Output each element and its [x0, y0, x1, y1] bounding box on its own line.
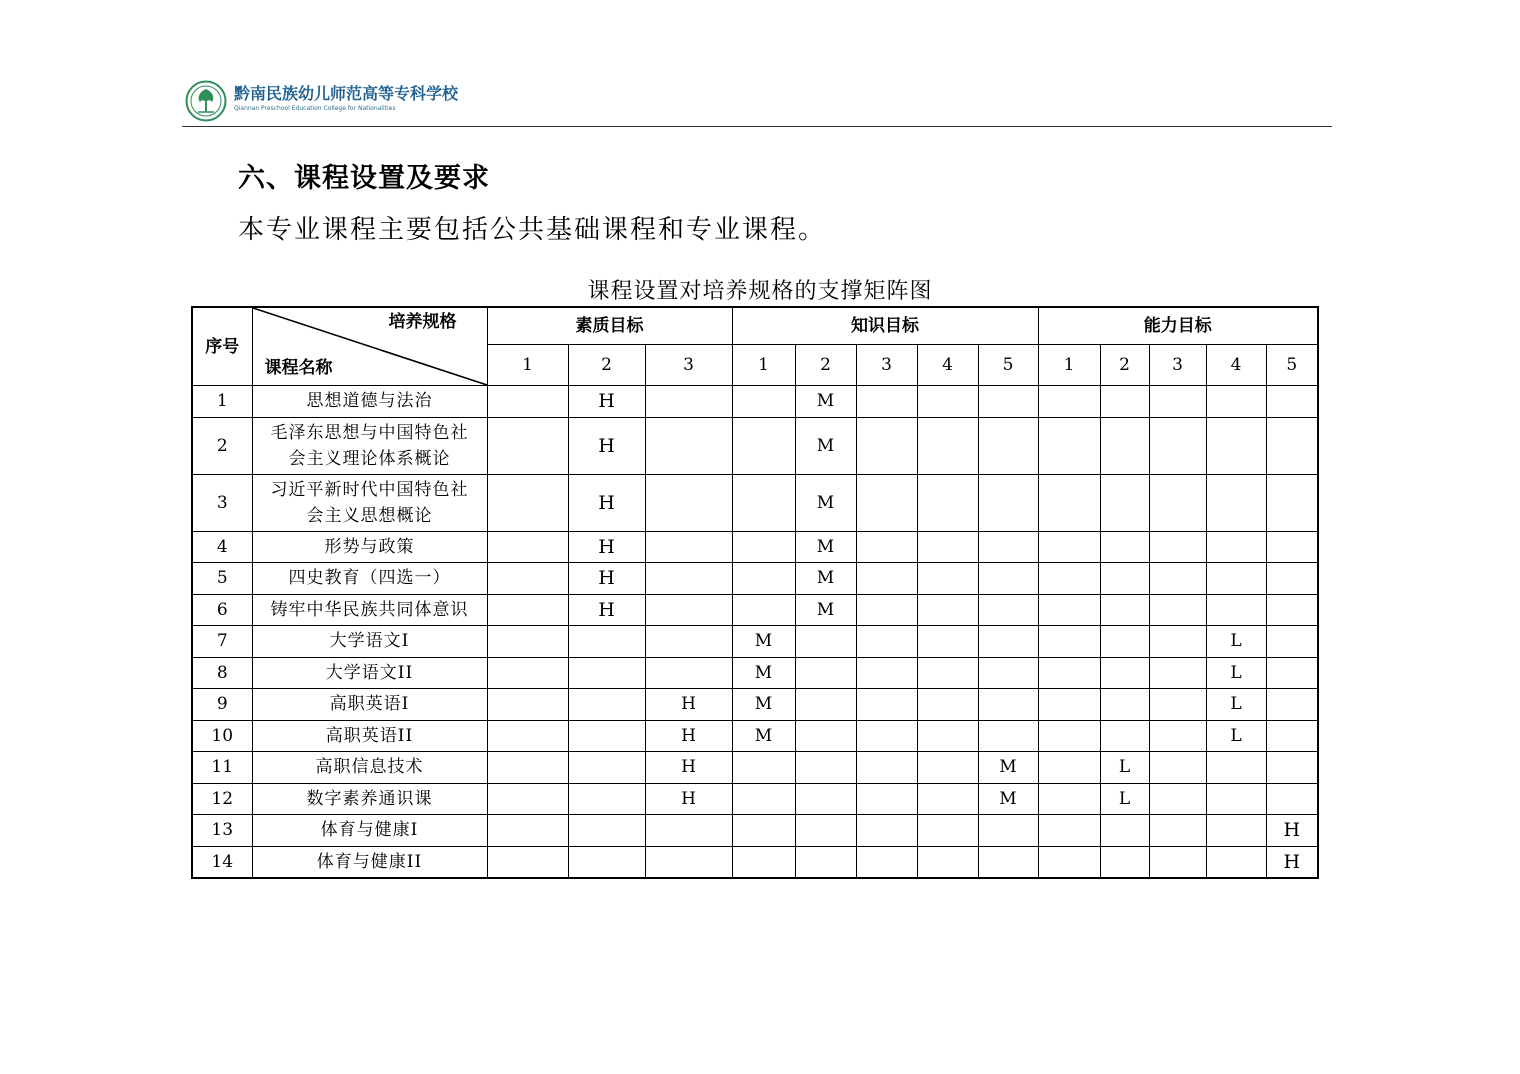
course-name — [252, 474, 487, 531]
support-cell — [978, 594, 1038, 626]
subcol-header: 1 — [487, 345, 568, 386]
support-cell — [645, 594, 732, 626]
table-row — [192, 657, 1318, 689]
course-name-line: 思想道德与法治 — [306, 391, 433, 412]
course-name-line: 大学语文II — [325, 662, 414, 683]
support-cell: H — [1266, 815, 1318, 847]
support-cell — [917, 417, 978, 474]
table-row — [192, 689, 1318, 721]
support-cell — [1206, 752, 1266, 784]
support-cell: L — [1206, 720, 1266, 752]
course-name — [252, 417, 487, 474]
table-row — [192, 815, 1318, 847]
support-cell — [1100, 815, 1149, 847]
support-cell — [856, 417, 917, 474]
support-cell — [1266, 417, 1318, 474]
support-cell — [487, 531, 568, 563]
support-cell — [917, 752, 978, 784]
support-cell: H — [568, 531, 645, 563]
support-cell — [645, 417, 732, 474]
support-cell — [917, 474, 978, 531]
support-cell: L — [1206, 626, 1266, 658]
support-cell — [487, 720, 568, 752]
row-seq: 2 — [192, 417, 252, 474]
support-cell — [645, 386, 732, 418]
support-cell — [856, 846, 917, 878]
support-cell — [487, 626, 568, 658]
support-cell — [795, 626, 856, 658]
support-cell — [856, 563, 917, 595]
support-cell — [1266, 386, 1318, 418]
support-cell — [1100, 594, 1149, 626]
support-cell — [1038, 720, 1100, 752]
support-cell: H — [645, 752, 732, 784]
support-cell — [917, 563, 978, 595]
subcol-header: 2 — [1100, 345, 1149, 386]
support-cell — [1206, 783, 1266, 815]
support-cell — [645, 563, 732, 595]
support-cell — [1149, 815, 1206, 847]
course-name — [252, 626, 487, 658]
support-cell — [856, 474, 917, 531]
support-cell — [795, 815, 856, 847]
subcol-header: 3 — [645, 345, 732, 386]
support-cell — [978, 563, 1038, 595]
support-cell — [1266, 720, 1318, 752]
support-cell — [1038, 846, 1100, 878]
support-cell — [978, 720, 1038, 752]
support-cell — [1100, 417, 1149, 474]
course-name — [252, 594, 487, 626]
row-seq: 10 — [192, 720, 252, 752]
support-cell — [732, 846, 795, 878]
support-cell — [1149, 531, 1206, 563]
support-cell — [917, 846, 978, 878]
support-cell: H — [1266, 846, 1318, 878]
support-cell — [568, 783, 645, 815]
support-cell — [1149, 474, 1206, 531]
table-row — [192, 783, 1318, 815]
support-cell: M — [978, 752, 1038, 784]
support-cell — [917, 815, 978, 847]
support-cell — [1038, 474, 1100, 531]
support-cell — [645, 626, 732, 658]
support-cell — [1149, 563, 1206, 595]
support-cell: M — [732, 689, 795, 721]
support-cell — [1266, 563, 1318, 595]
support-cell — [978, 846, 1038, 878]
subcol-header: 5 — [978, 345, 1038, 386]
support-cell — [917, 657, 978, 689]
support-cell — [732, 752, 795, 784]
row-seq: 14 — [192, 846, 252, 878]
course-name-line: 四史教育（四选一） — [288, 568, 451, 589]
support-cell — [856, 531, 917, 563]
support-cell — [1149, 689, 1206, 721]
support-cell — [1149, 752, 1206, 784]
support-cell: M — [795, 531, 856, 563]
support-cell: L — [1100, 752, 1149, 784]
group-knowledge: 知识目标 — [732, 307, 1038, 345]
support-cell — [1266, 531, 1318, 563]
support-cell: M — [978, 783, 1038, 815]
course-name-line: 高职英语I — [329, 694, 410, 715]
subcol-header: 1 — [1038, 345, 1100, 386]
support-cell — [487, 752, 568, 784]
table-caption: 课程设置对培养规格的支撑矩阵图 — [587, 279, 933, 304]
support-cell — [917, 720, 978, 752]
support-cell: H — [568, 474, 645, 531]
support-cell — [856, 386, 917, 418]
seq-header: 序号 — [192, 307, 252, 386]
intro-paragraph: 本专业课程主要包括公共基础课程和专业课程。 — [238, 215, 827, 245]
support-cell — [856, 752, 917, 784]
support-cell — [1038, 783, 1100, 815]
support-cell — [487, 689, 568, 721]
support-cell: M — [795, 594, 856, 626]
course-name-line: 体育与健康I — [320, 820, 419, 841]
support-cell: M — [732, 657, 795, 689]
row-seq: 5 — [192, 563, 252, 595]
subcol-header: 3 — [1149, 345, 1206, 386]
support-cell — [978, 417, 1038, 474]
support-cell — [917, 531, 978, 563]
support-cell: H — [568, 417, 645, 474]
support-cell — [1100, 563, 1149, 595]
support-cell — [856, 657, 917, 689]
support-cell — [732, 417, 795, 474]
support-cell — [1149, 783, 1206, 815]
course-name-line: 毛泽东思想与中国特色社 — [270, 422, 469, 443]
support-cell — [1206, 594, 1266, 626]
row-seq: 7 — [192, 626, 252, 658]
support-cell — [732, 386, 795, 418]
table-row — [192, 626, 1318, 658]
course-name — [252, 815, 487, 847]
support-cell — [487, 783, 568, 815]
table-row — [192, 563, 1318, 595]
support-cell — [487, 657, 568, 689]
support-cell — [1038, 386, 1100, 418]
support-cell: H — [568, 594, 645, 626]
support-cell — [978, 531, 1038, 563]
support-cell — [568, 689, 645, 721]
support-cell — [1266, 783, 1318, 815]
row-seq: 8 — [192, 657, 252, 689]
support-cell — [487, 563, 568, 595]
school-name: 黔南民族幼儿师范高等专科学校 — [234, 84, 459, 103]
support-cell: H — [568, 563, 645, 595]
course-name — [252, 563, 487, 595]
row-seq: 4 — [192, 531, 252, 563]
course-name — [252, 846, 487, 878]
support-cell — [487, 846, 568, 878]
support-cell: H — [645, 720, 732, 752]
course-name-line: 会主义思想概论 — [306, 505, 433, 526]
header-rule — [182, 126, 1332, 127]
support-cell — [1149, 417, 1206, 474]
row-seq: 6 — [192, 594, 252, 626]
support-cell — [732, 815, 795, 847]
course-name — [252, 386, 487, 418]
course-name-line: 铸牢中华民族共同体意识 — [270, 599, 469, 620]
support-cell: H — [645, 783, 732, 815]
support-cell — [732, 783, 795, 815]
support-cell — [1149, 720, 1206, 752]
support-cell — [795, 657, 856, 689]
support-cell — [1149, 846, 1206, 878]
row-seq: 12 — [192, 783, 252, 815]
support-cell — [1038, 657, 1100, 689]
support-cell — [568, 752, 645, 784]
support-cell: M — [795, 474, 856, 531]
support-cell — [917, 386, 978, 418]
support-cell — [978, 386, 1038, 418]
support-cell: L — [1206, 657, 1266, 689]
course-name — [252, 657, 487, 689]
group-ability: 能力目标 — [1038, 307, 1318, 345]
support-cell — [1206, 417, 1266, 474]
support-cell: H — [568, 386, 645, 418]
support-cell — [795, 720, 856, 752]
subcol-header: 4 — [917, 345, 978, 386]
school-name-en: Qiannan Preschool Education College for Nationalities — [234, 105, 396, 112]
support-cell — [856, 594, 917, 626]
course-name-line: 体育与健康II — [316, 851, 423, 872]
course-name — [252, 783, 487, 815]
support-cell — [856, 815, 917, 847]
support-cell — [1206, 474, 1266, 531]
support-cell — [568, 626, 645, 658]
course-name-line: 大学语文I — [329, 631, 410, 652]
document-header — [182, 72, 1332, 128]
support-cell — [732, 474, 795, 531]
row-seq: 11 — [192, 752, 252, 784]
table-row — [192, 474, 1318, 531]
diagonal-header — [252, 307, 487, 386]
support-cell — [1206, 846, 1266, 878]
support-cell — [1149, 657, 1206, 689]
support-cell — [645, 474, 732, 531]
support-cell — [856, 689, 917, 721]
course-name — [252, 689, 487, 721]
support-cell — [978, 657, 1038, 689]
support-cell — [1100, 386, 1149, 418]
support-cell — [568, 815, 645, 847]
table-row — [192, 720, 1318, 752]
table-row — [192, 386, 1318, 418]
support-cell — [917, 689, 978, 721]
support-cell: L — [1206, 689, 1266, 721]
support-cell — [1149, 626, 1206, 658]
support-cell — [1266, 657, 1318, 689]
support-cell — [487, 386, 568, 418]
support-cell — [978, 815, 1038, 847]
support-cell — [856, 626, 917, 658]
support-cell — [1038, 752, 1100, 784]
support-cell — [568, 720, 645, 752]
support-cell — [1206, 531, 1266, 563]
support-cell — [1266, 474, 1318, 531]
table-row — [192, 846, 1318, 878]
support-cell — [1100, 657, 1149, 689]
support-cell — [856, 783, 917, 815]
row-seq: 13 — [192, 815, 252, 847]
support-cell — [1206, 563, 1266, 595]
course-name — [252, 752, 487, 784]
course-name — [252, 720, 487, 752]
support-cell — [978, 474, 1038, 531]
support-cell — [1266, 752, 1318, 784]
table-row — [192, 531, 1318, 563]
support-cell — [732, 594, 795, 626]
row-seq: 1 — [192, 386, 252, 418]
support-cell — [1100, 626, 1149, 658]
course-name-line: 习近平新时代中国特色社 — [270, 479, 469, 500]
support-cell — [645, 846, 732, 878]
support-cell — [1038, 815, 1100, 847]
support-cell — [856, 720, 917, 752]
support-cell — [1266, 626, 1318, 658]
support-cell — [732, 531, 795, 563]
support-cell: M — [795, 417, 856, 474]
support-cell — [1038, 563, 1100, 595]
subcol-header: 5 — [1266, 345, 1318, 386]
support-cell — [487, 417, 568, 474]
subcol-header: 1 — [732, 345, 795, 386]
support-cell — [487, 815, 568, 847]
subcol-header: 4 — [1206, 345, 1266, 386]
support-cell — [1100, 720, 1149, 752]
support-cell — [1206, 815, 1266, 847]
subcol-header: 3 — [856, 345, 917, 386]
support-matrix-table — [191, 306, 1319, 879]
course-name-line: 会主义理论体系概论 — [288, 448, 451, 469]
support-cell — [487, 594, 568, 626]
support-cell: L — [1100, 783, 1149, 815]
support-cell — [1038, 689, 1100, 721]
support-cell: M — [795, 386, 856, 418]
support-cell — [1100, 474, 1149, 531]
support-cell — [795, 689, 856, 721]
diag-top-label: 培养规格 — [388, 312, 457, 332]
row-seq: 3 — [192, 474, 252, 531]
support-cell — [795, 783, 856, 815]
support-cell — [1149, 594, 1206, 626]
diag-bottom-label: 课程名称 — [264, 358, 333, 378]
support-cell — [917, 626, 978, 658]
support-cell — [978, 626, 1038, 658]
support-cell — [1038, 626, 1100, 658]
support-cell: M — [732, 720, 795, 752]
header-row-groups — [192, 307, 1318, 345]
support-cell — [1038, 417, 1100, 474]
support-cell — [645, 657, 732, 689]
support-cell — [732, 563, 795, 595]
school-seal-icon — [185, 80, 227, 122]
course-name-line: 高职英语II — [325, 725, 414, 746]
school-logo-wordmark — [234, 84, 459, 120]
support-cell — [645, 531, 732, 563]
row-seq: 9 — [192, 689, 252, 721]
section-title: 六、课程设置及要求 — [238, 163, 490, 194]
course-name-line: 数字素养通识课 — [306, 788, 433, 809]
support-cell — [1266, 594, 1318, 626]
table-row — [192, 594, 1318, 626]
subcol-header: 2 — [795, 345, 856, 386]
table-row — [192, 417, 1318, 474]
table-row — [192, 752, 1318, 784]
support-cell — [568, 657, 645, 689]
support-cell — [645, 815, 732, 847]
support-cell — [1100, 531, 1149, 563]
subcol-header: 2 — [568, 345, 645, 386]
course-name-line: 高职信息技术 — [315, 757, 424, 778]
support-cell: M — [732, 626, 795, 658]
support-cell: H — [645, 689, 732, 721]
support-cell — [795, 752, 856, 784]
support-cell — [917, 594, 978, 626]
support-cell — [1206, 386, 1266, 418]
support-cell — [795, 846, 856, 878]
course-name-line: 形势与政策 — [324, 536, 415, 557]
support-cell — [487, 474, 568, 531]
support-cell — [1149, 386, 1206, 418]
support-cell — [978, 689, 1038, 721]
support-cell — [917, 783, 978, 815]
group-quality: 素质目标 — [487, 307, 732, 345]
support-cell — [1266, 689, 1318, 721]
support-cell — [1100, 846, 1149, 878]
support-cell — [568, 846, 645, 878]
support-cell: M — [795, 563, 856, 595]
support-cell — [1038, 531, 1100, 563]
support-cell — [1100, 689, 1149, 721]
course-name — [252, 531, 487, 563]
support-cell — [1038, 594, 1100, 626]
